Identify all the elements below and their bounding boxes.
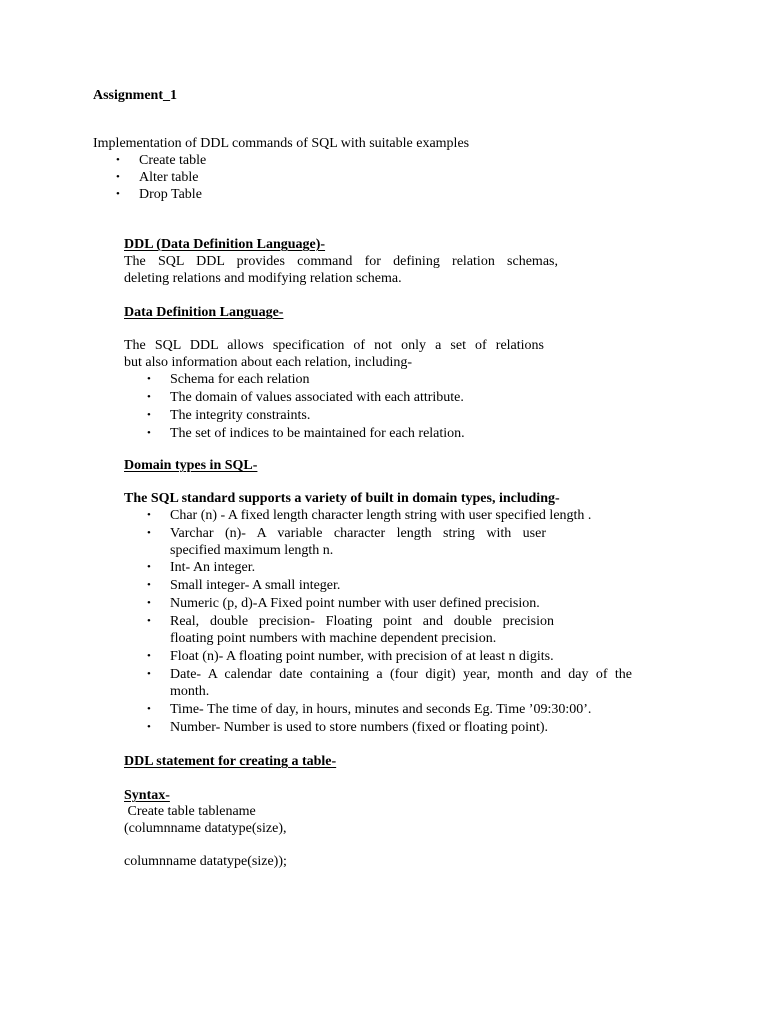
list-item: Create table [139, 153, 207, 168]
bullet-icon: • [147, 561, 151, 573]
list-item: The set of indices to be maintained for each relation. [170, 426, 465, 441]
list-item: Numeric (p, d)-A Fixed point number with user defined precision. [170, 596, 540, 611]
intro-text: Implementation of DDL commands of SQL with suitable examples [93, 136, 470, 151]
bullet-icon: • [147, 668, 151, 680]
bullet-icon: • [147, 509, 151, 521]
list-item: Date- A calendar date containing a (four digit) year, month and day of the [170, 667, 632, 682]
bullet-icon: • [147, 391, 151, 403]
list-item: Small integer- A small integer. [170, 578, 341, 593]
bullet-icon: • [147, 579, 151, 591]
list-item: Time- The time of day, in hours, minutes and seconds Eg. Time ’09:30:00’. [170, 702, 592, 717]
list-item-continuation: floating point numbers with machine dependent precision. [170, 631, 497, 646]
list-item: Varchar (n)- A variable character length string with user [170, 526, 546, 541]
list-item-continuation: month. [170, 684, 210, 699]
bullet-icon: • [116, 154, 120, 166]
list-item-continuation: specified maximum length n. [170, 543, 334, 558]
syntax-line: (columnname datatype(size), [124, 821, 287, 836]
list-item: Drop Table [139, 187, 202, 202]
list-item: Char (n) - A fixed length character length string with user specified length . [170, 508, 592, 523]
section-heading-create-table: DDL statement for creating a table- [124, 754, 337, 769]
paragraph-line: but also information about each relation, including- [124, 355, 413, 370]
bullet-icon: • [147, 703, 151, 715]
bullet-icon: • [147, 650, 151, 662]
list-item: Alter table [139, 170, 199, 185]
list-item: Schema for each relation [170, 372, 310, 387]
bullet-icon: • [116, 171, 120, 183]
list-item: Float (n)- A floating point number, with precision of at least n digits. [170, 649, 554, 664]
list-item: Real, double precision- Floating point and double precision [170, 614, 554, 629]
section-heading-data-definition: Data Definition Language- [124, 305, 284, 320]
bullet-icon: • [147, 527, 151, 539]
bullet-icon: • [147, 373, 151, 385]
bullet-icon: • [116, 188, 120, 200]
syntax-label: Syntax- [124, 788, 170, 803]
page-title: Assignment_1 [93, 88, 178, 103]
section-heading-domain-types: Domain types in SQL- [124, 458, 258, 473]
list-item: Int- An integer. [170, 560, 256, 575]
bullet-icon: • [147, 409, 151, 421]
bullet-icon: • [147, 615, 151, 627]
paragraph-line: The SQL DDL provides command for defining relation schemas, [124, 254, 558, 269]
domain-types-subheading: The SQL standard supports a variety of built in domain types, including- [124, 491, 560, 506]
bullet-icon: • [147, 597, 151, 609]
list-item: Number- Number is used to store numbers (fixed or floating point). [170, 720, 549, 735]
section-heading-ddl: DDL (Data Definition Language)- [124, 237, 326, 252]
paragraph-line: deleting relations and modifying relation schema. [124, 271, 402, 286]
paragraph-line: The SQL DDL allows specification of not only a set of relations [124, 338, 544, 353]
syntax-line: Create table tablename [124, 804, 256, 819]
syntax-line: columnname datatype(size)); [124, 854, 287, 869]
bullet-icon: • [147, 427, 151, 439]
list-item: The integrity constraints. [170, 408, 311, 423]
bullet-icon: • [147, 721, 151, 733]
list-item: The domain of values associated with each attribute. [170, 390, 464, 405]
